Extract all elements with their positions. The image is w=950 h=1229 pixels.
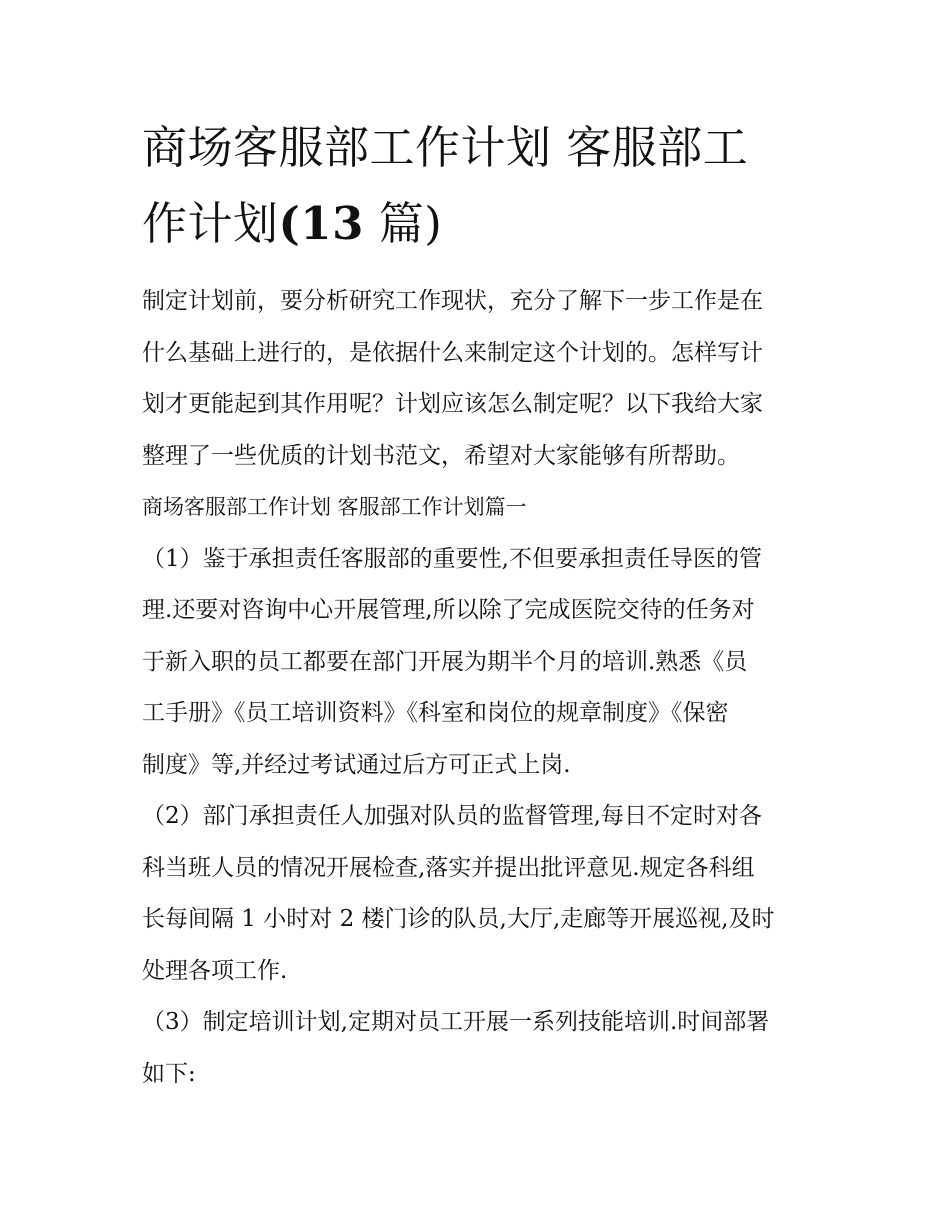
intro-line: 制定计划前，要分析研究工作现状，充分了解下一步工作是在 — [142, 288, 763, 314]
intro-paragraph — [142, 276, 822, 482]
item-1-paragraph — [142, 534, 822, 792]
item-2-line: （2）部门承担责任人加强对队员的监督管理,每日不定时对各 — [142, 803, 762, 829]
title-line-2-suffix: 篇) — [378, 197, 443, 250]
item-1-line: （1）鉴于承担责任客服部的重要性,不但要承担责任导医的管 — [142, 545, 762, 572]
title-line-2-prefix: 作计划 — [142, 197, 279, 250]
item-3-line: 如下: — [142, 1060, 196, 1087]
title-line-1: 商场客服部工作计划 客服部工 — [142, 121, 749, 174]
section-heading: 商场客服部工作计划 客服部工作计划篇一 — [142, 495, 527, 519]
item-3-paragraph — [142, 997, 822, 1100]
item-1-line: 理.还要对咨询中心开展管理,所以除了完成医院交待的任务对 — [142, 597, 755, 623]
item-2-line: 科当班人员的情况开展检查,落实并提出批评意见.规定各科组 — [142, 854, 755, 881]
document-page — [142, 110, 822, 1100]
item-2-line: 处理各项工作. — [142, 957, 288, 984]
item-1-line: 工手册》《员工培训资料》《科室和岗位的规章制度》《保密 — [142, 700, 729, 726]
item-3-line: （3）制定培训计划,定期对员工开展一系列技能培训.时间部署 — [142, 1009, 770, 1035]
intro-line: 整理了一些优质的计划书范文，希望对大家能够有所帮助。 — [142, 442, 740, 469]
document-title — [142, 110, 822, 262]
intro-line: 什么基础上进行的，是依据什么来制定这个计划的。怎样写计 — [142, 339, 763, 366]
intro-line: 划才更能起到其作用呢？计划应该怎么制定呢？以下我给大家 — [142, 391, 763, 417]
title-count: (13 — [278, 197, 364, 250]
item-1-line: 制度》等,并经过考试通过后方可正式上岗. — [142, 751, 571, 778]
item-1-line: 于新入职的员工都要在部门开展为期半个月的培训.熟悉《员 — [142, 648, 748, 675]
item-2-paragraph — [142, 791, 822, 997]
item-2-line: 长每间隔 1 小时对 2 楼门诊的队员,大厅,走廊等开展巡视,及时 — [142, 906, 775, 932]
